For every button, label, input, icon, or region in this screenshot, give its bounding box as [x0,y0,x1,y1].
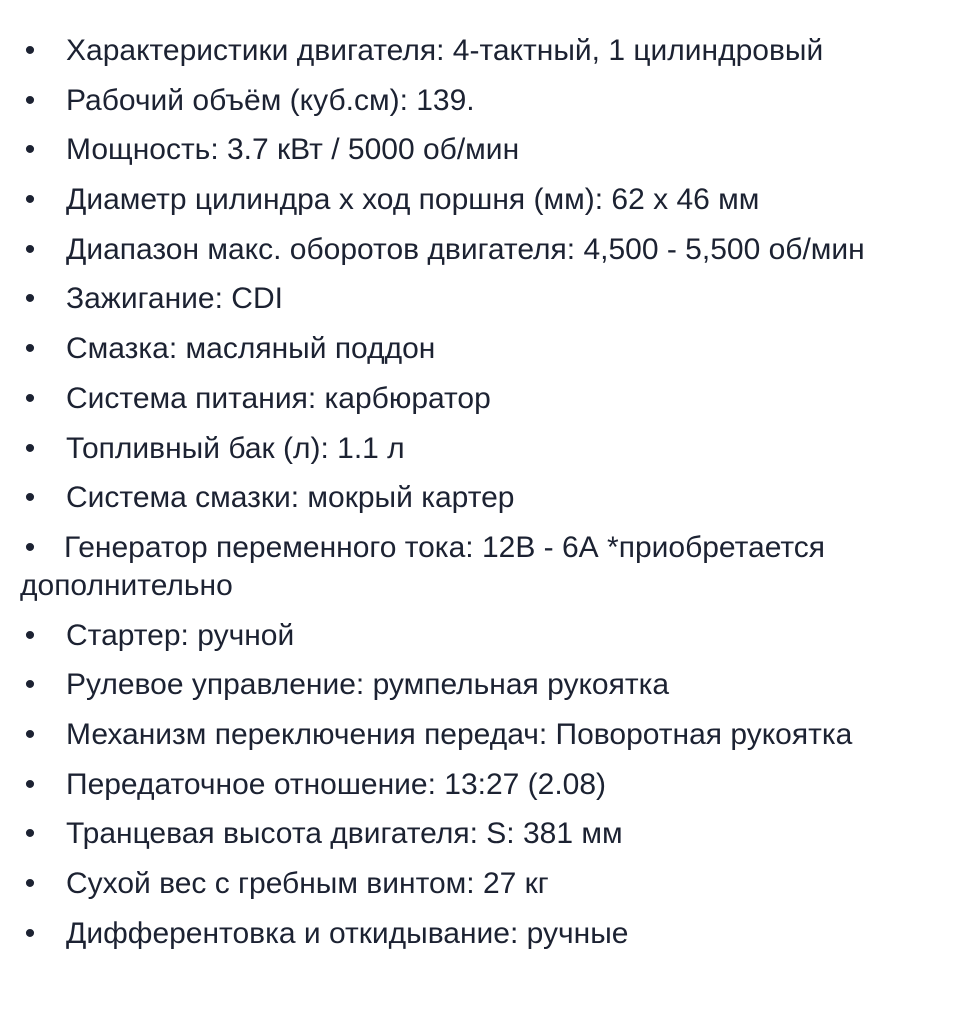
spec-text: Рабочий объём (куб.см): 139. [66,83,475,117]
bullet-icon: • [24,133,36,167]
list-item [0,430,977,468]
list-item [0,815,977,853]
bullet-icon: • [24,916,36,950]
list-item [0,380,977,418]
bullet-icon: • [24,282,36,316]
spec-text: Механизм переключения передач: Поворотная рукоятка [66,717,853,751]
bullet-icon: • [24,34,36,67]
list-item [0,479,977,517]
list-item [0,915,977,953]
bullet-icon: • [24,530,36,564]
list-item [0,181,977,219]
spec-text: Мощность: 3.7 кВт / 5000 об/мин [66,133,520,167]
bullet-icon: • [24,183,36,217]
bullet-icon: • [24,618,36,652]
bullet-icon: • [24,717,36,751]
spec-text: Дифферентовка и откидывание: ручные [66,916,629,950]
bullet-icon: • [24,381,36,415]
spec-text: Система смазки: мокрый картер [66,481,515,515]
list-item [0,529,977,605]
spec-text: Смазка: масляный поддон [66,332,436,366]
bullet-icon: • [24,332,36,366]
bullet-icon: • [24,817,36,851]
spec-text: Сухой вес с гребным винтом: 27 кг [66,867,549,900]
bullet-icon: • [24,431,36,465]
spec-text: Транцевая высота двигателя: S: 381 мм [66,817,623,851]
bullet-icon: • [24,481,36,515]
spec-text: Диаметр цилиндра x ход поршня (мм): 62 x 46 мм [66,183,760,217]
spec-text: Топливный бак (л): 1.1 л [66,431,405,465]
spec-text: Характеристики двигателя: 4-тактный, 1 цилиндровый [66,34,824,67]
list-item [0,766,977,804]
list-item [0,32,977,70]
spec-text: Рулевое управление: румпельная рукоятка [66,668,670,702]
list-item [0,131,977,169]
list-item [0,716,977,754]
bullet-icon: • [24,232,36,266]
list-item [0,666,977,704]
spec-text: Стартер: ручной [66,618,295,652]
list-item [0,82,977,120]
spec-text: Диапазон макс. оборотов двигателя: 4,500 - 5,500 об/мин [66,232,865,266]
bullet-icon: • [24,767,36,801]
spec-text: Зажигание: CDI [66,282,283,316]
spec-text: Передаточное отношение: 13:27 (2.08) [66,767,607,801]
list-item [0,231,977,269]
bullet-icon: • [24,668,36,702]
list-item [0,280,977,318]
list-item [0,865,977,903]
bullet-icon: • [24,867,36,900]
list-item [0,330,977,368]
list-item [0,617,977,655]
spec-text: Генератор переменного тока: 12В - 6А *приобретается дополнительно [20,530,826,602]
spec-text: Система питания: карбюратор [66,381,491,415]
bullet-icon: • [24,83,36,117]
spec-list [0,32,977,964]
